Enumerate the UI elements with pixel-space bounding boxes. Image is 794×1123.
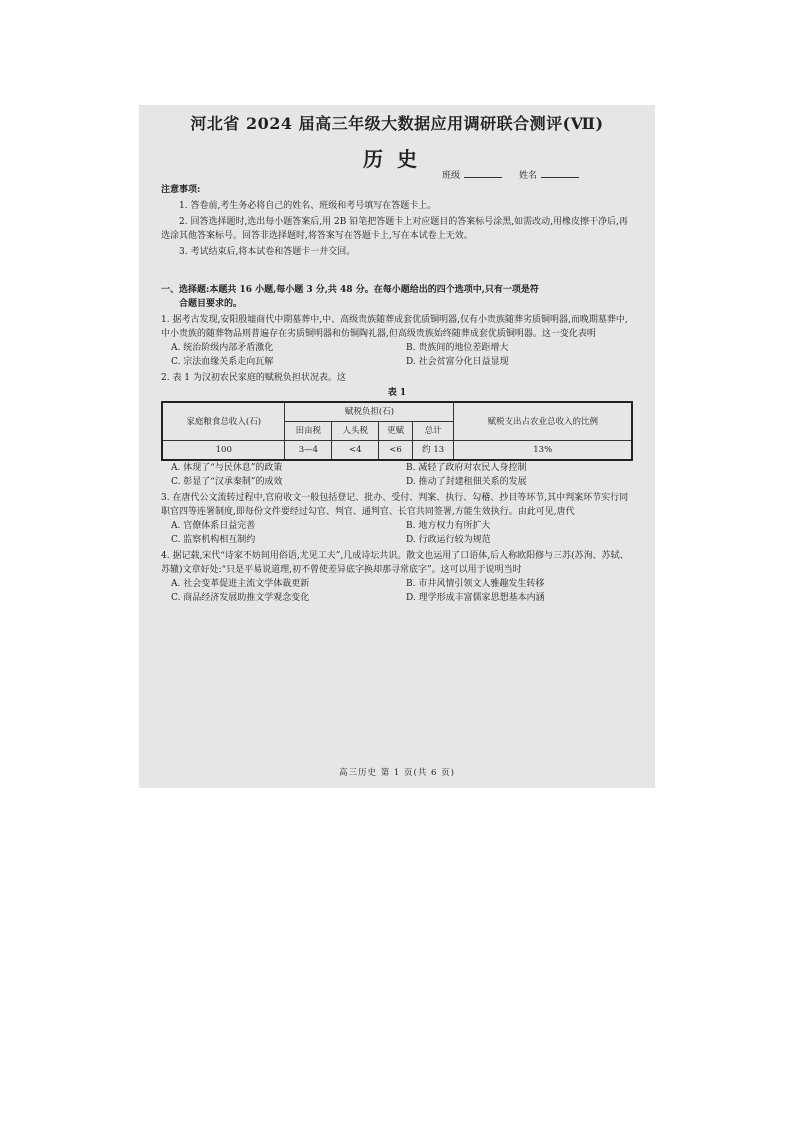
header-tax: 赋税负担(石) <box>285 402 454 422</box>
subheader-total: 总计 <box>412 422 453 441</box>
question-options <box>161 341 633 369</box>
question-2 <box>161 371 633 489</box>
section-line-2: 合题目要求的。 <box>179 299 243 309</box>
tax-table <box>161 401 633 461</box>
option-a: A. 统治阶级内部矛盾激化 <box>171 343 274 353</box>
class-blank <box>464 177 502 178</box>
question-4 <box>161 549 633 605</box>
question-stem: 2. 表 1 为汉初农民家庭的赋税负担状况表。这 <box>161 373 346 383</box>
option-b: B. 减轻了政府对农民人身控制 <box>406 463 527 473</box>
subheader-land-tax: 田亩税 <box>285 422 332 441</box>
name-label: 姓名 <box>518 171 537 181</box>
question-options <box>161 519 633 547</box>
option-b: B. 贵族间的地位差距增大 <box>406 343 509 353</box>
subject-heading: 历史 <box>363 147 431 171</box>
option-c: C. 监察机构相互制约 <box>171 535 256 545</box>
question-3 <box>161 491 633 547</box>
question-stem: 3. 在唐代公文流转过程中,官府收文一般包括登记、批办、受付、判案、执行、勾稽、抄目等环节,其中判案环节实行同职官四等连署制度,即每份文件要经过勾官、判官、通判官、长官共同签署,方能生效执行。由此可见,唐代 <box>161 493 629 517</box>
subheader-poll-tax: 人头税 <box>332 422 379 441</box>
section-heading <box>161 283 633 311</box>
header-income: 家庭粮食总收入(石) <box>162 402 285 441</box>
question-options <box>161 577 633 605</box>
option-d: D. 社会贫富分化日益显现 <box>406 357 509 367</box>
option-b: B. 市井风情引领文人雅趣发生转移 <box>406 579 545 589</box>
option-d: D. 行政运行较为规范 <box>406 535 491 545</box>
option-c: C. 宗法血缘关系走向瓦解 <box>171 357 274 367</box>
note-item: 3. 考试结束后,将本试卷和答题卡一并交回。 <box>179 247 356 257</box>
option-a: A. 官僚体系日益完善 <box>171 521 256 531</box>
note-item: 2. 回答选择题时,选出每小题答案后,用 2B 铅笔把答题卡上对应题目的答案标号涂黑,如需改动,用橡皮擦干净后,再选涂其他答案标号。回答非选择题时,将答案写在答题卡上,写在本试卷上无效。 <box>161 217 628 241</box>
option-c: C. 商品经济发展助推文学观念变化 <box>171 593 310 603</box>
option-d: D. 理学形成丰富儒家思想基本内涵 <box>406 593 545 603</box>
cell-land-tax: 3—4 <box>285 441 332 461</box>
exam-title: 河北省 2024 届高三年级大数据应用调研联合测评(Ⅶ) <box>190 114 604 133</box>
option-d: D. 推动了封建租佃关系的发展 <box>406 477 527 487</box>
table-row <box>162 441 632 461</box>
cell-poll-tax: <4 <box>332 441 379 461</box>
subheader-corvee: 更赋 <box>379 422 413 441</box>
name-blank <box>541 177 579 178</box>
page-footer: 高三历史 第 1 页(共 6 页) <box>339 768 455 778</box>
cell-corvee: <6 <box>379 441 413 461</box>
table-caption: 表 1 <box>387 388 407 398</box>
question-stem: 4. 据记载,宋代“诗家不妨间用俗语,尤见工夫”,几成诗坛共识。散文也运用了口语体,后人称欧阳修与三苏(苏洵、苏轼、苏辙)文章好处:“只是平易说道理,初不曾使差异底字换却那寻常底字”。这可以用于说明当时 <box>161 551 629 575</box>
note-item: 1. 答卷前,考生务必将自己的姓名、班级和考号填写在答题卡上。 <box>179 201 437 211</box>
cell-total: 约 13 <box>412 441 453 461</box>
option-a: A. 体现了“与民休息”的政策 <box>171 463 283 473</box>
option-b: B. 地方权力有所扩大 <box>406 521 491 531</box>
question-options <box>161 461 633 489</box>
option-c: C. 彰显了“汉承秦制”的成效 <box>171 477 283 487</box>
question-1 <box>161 313 633 369</box>
cell-income: 100 <box>162 441 285 461</box>
section-line-1: 一、选择题:本题共 16 小题,每小题 3 分,共 48 分。在每小题给出的四个选项中,只有一项是符 <box>161 285 539 295</box>
option-a: A. 社会变革促进主流文学体裁更新 <box>171 579 310 589</box>
cell-ratio: 13% <box>454 441 632 461</box>
question-stem: 1. 据考古发现,安阳殷墟商代中期墓葬中,中、高级贵族随葬成套优质铜明器,仅有小贵族随葬劣质铜明器,而晚期墓葬中,中小贵族的随葬物品则普遍存在劣质铜明器和仿铜陶礼器,但高级贵族始终随葬成套优质铜明器。这一变化表明 <box>161 315 628 339</box>
header-ratio: 赋税支出占农业总收入的比例 <box>454 402 632 441</box>
class-label: 班级 <box>442 171 461 181</box>
exam-page <box>139 105 655 788</box>
notes-heading: 注意事项: <box>161 185 201 195</box>
